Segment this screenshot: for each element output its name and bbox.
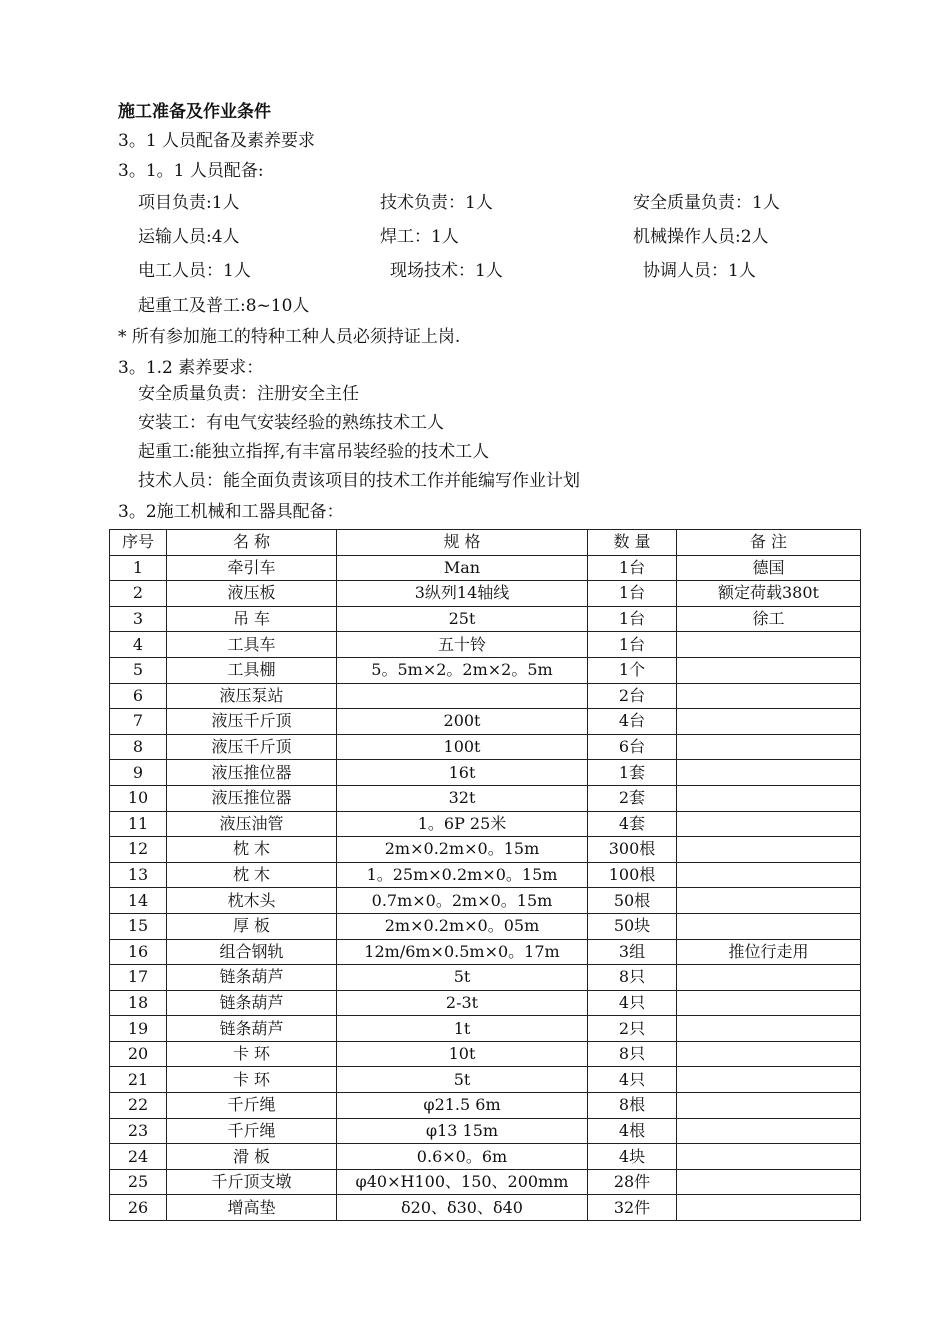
- requirement-item: 技术人员：能全面负责该项目的技术工作并能编写作业计划: [138, 471, 580, 491]
- cell-index: 17: [110, 965, 167, 991]
- cell-remarks: 德国: [677, 555, 861, 581]
- table-header-row: [110, 530, 861, 556]
- table-row: [110, 1067, 861, 1093]
- cell-quantity: 2套: [588, 785, 677, 811]
- cell-remarks: 徐工: [677, 606, 861, 632]
- table-row: [110, 990, 861, 1016]
- cell-quantity: 50块: [588, 913, 677, 939]
- header-name: 名 称: [167, 530, 337, 556]
- cell-index: 8: [110, 734, 167, 760]
- cell-name: 液压板: [167, 581, 337, 607]
- section-3-1-2-title: 3。1.2 素养要求：: [118, 358, 264, 378]
- cell-index: 6: [110, 683, 167, 709]
- cell-quantity: 28件: [588, 1169, 677, 1195]
- section-3-1-1-title: 3。1。1 人员配备:: [118, 161, 264, 181]
- cell-remarks: [677, 862, 861, 888]
- cell-remarks: [677, 734, 861, 760]
- cell-name: 厚 板: [167, 913, 337, 939]
- cell-name: 链条葫芦: [167, 965, 337, 991]
- cell-remarks: [677, 1118, 861, 1144]
- cell-quantity: 4台: [588, 709, 677, 735]
- table-row: [110, 1041, 861, 1067]
- equipment-table: [109, 529, 861, 1221]
- cell-spec: 2-3t: [337, 990, 588, 1016]
- cell-spec: 32t: [337, 785, 588, 811]
- cell-name: 链条葫芦: [167, 990, 337, 1016]
- table-row: [110, 1016, 861, 1042]
- cell-name: 千斤绳: [167, 1093, 337, 1119]
- cell-index: 10: [110, 785, 167, 811]
- cell-spec: 3纵列14轴线: [337, 581, 588, 607]
- cell-spec: φ40×H100、150、200mm: [337, 1169, 588, 1195]
- cell-index: 21: [110, 1067, 167, 1093]
- cell-quantity: 3组: [588, 939, 677, 965]
- section-heading: 施工准备及作业条件: [118, 102, 271, 122]
- cell-name: 增高垫: [167, 1195, 337, 1221]
- cell-index: 2: [110, 581, 167, 607]
- cell-name: 千斤顶支墩: [167, 1169, 337, 1195]
- cell-spec: Man: [337, 555, 588, 581]
- table-row: [110, 1118, 861, 1144]
- cell-spec: φ13 15m: [337, 1118, 588, 1144]
- cell-spec: 25t: [337, 606, 588, 632]
- cell-remarks: [677, 657, 861, 683]
- header-index: 序号: [110, 530, 167, 556]
- cell-quantity: 4套: [588, 811, 677, 837]
- cell-remarks: [677, 1041, 861, 1067]
- cell-index: 7: [110, 709, 167, 735]
- cell-name: 卡 环: [167, 1041, 337, 1067]
- cell-spec: 2m×0.2m×0。05m: [337, 913, 588, 939]
- cell-index: 1: [110, 555, 167, 581]
- cell-spec: 1。25m×0.2m×0。15m: [337, 862, 588, 888]
- cell-spec: δ20、δ30、δ40: [337, 1195, 588, 1221]
- cell-index: 23: [110, 1118, 167, 1144]
- cell-quantity: 8只: [588, 965, 677, 991]
- cell-name: 液压油管: [167, 811, 337, 837]
- cell-index: 13: [110, 862, 167, 888]
- cell-index: 11: [110, 811, 167, 837]
- table-row: [110, 632, 861, 658]
- cell-quantity: 1套: [588, 760, 677, 786]
- cell-index: 18: [110, 990, 167, 1016]
- cell-remarks: [677, 785, 861, 811]
- cell-index: 12: [110, 837, 167, 863]
- cell-remarks: [677, 632, 861, 658]
- staff-transport: 运输人员:4人: [138, 227, 240, 247]
- cell-quantity: 2只: [588, 1016, 677, 1042]
- table-row: [110, 837, 861, 863]
- section-3-1-title: 3。1 人员配备及素养要求: [118, 131, 316, 151]
- cell-spec: 10t: [337, 1041, 588, 1067]
- cell-index: 24: [110, 1144, 167, 1170]
- cell-index: 9: [110, 760, 167, 786]
- staff-electrician: 电工人员：1人: [138, 261, 251, 281]
- cell-remarks: [677, 760, 861, 786]
- staff-machine-operator: 机械操作人员:2人: [633, 227, 769, 247]
- table-row: [110, 862, 861, 888]
- table-row: [110, 913, 861, 939]
- cell-quantity: 300根: [588, 837, 677, 863]
- cell-name: 工具车: [167, 632, 337, 658]
- cell-index: 25: [110, 1169, 167, 1195]
- table-row: [110, 939, 861, 965]
- staff-project-lead: 项目负责:1人: [138, 193, 240, 213]
- cell-spec: 0.7m×0。2m×0。15m: [337, 888, 588, 914]
- cell-quantity: 32件: [588, 1195, 677, 1221]
- cell-remarks: [677, 1016, 861, 1042]
- section-3-2-title: 3。2施工机械和工器具配备：: [118, 502, 344, 522]
- cell-name: 牵引车: [167, 555, 337, 581]
- cell-spec: 0.6×0。6m: [337, 1144, 588, 1170]
- table-row: [110, 606, 861, 632]
- cell-spec: 16t: [337, 760, 588, 786]
- cell-index: 16: [110, 939, 167, 965]
- cell-spec: 1。6P 25米: [337, 811, 588, 837]
- table-row: [110, 1195, 861, 1221]
- cell-name: 吊 车: [167, 606, 337, 632]
- cell-quantity: 4根: [588, 1118, 677, 1144]
- cell-remarks: [677, 709, 861, 735]
- requirement-item: 起重工:能独立指挥,有丰富吊装经验的技术工人: [138, 442, 490, 462]
- table-row: [110, 785, 861, 811]
- cell-remarks: [677, 1169, 861, 1195]
- cell-index: 19: [110, 1016, 167, 1042]
- staff-safety-lead: 安全质量负责：1人: [633, 193, 780, 213]
- table-row: [110, 1169, 861, 1195]
- cell-name: 链条葫芦: [167, 1016, 337, 1042]
- cell-quantity: 4只: [588, 1067, 677, 1093]
- cell-remarks: [677, 1067, 861, 1093]
- cell-quantity: 2台: [588, 683, 677, 709]
- cell-index: 20: [110, 1041, 167, 1067]
- cell-name: 枕 木: [167, 862, 337, 888]
- cell-remarks: [677, 1093, 861, 1119]
- cell-remarks: 额定荷载380t: [677, 581, 861, 607]
- cell-remarks: [677, 1144, 861, 1170]
- cell-spec: 2m×0.2m×0。15m: [337, 837, 588, 863]
- cell-quantity: 4块: [588, 1144, 677, 1170]
- cell-index: 26: [110, 1195, 167, 1221]
- table-row: [110, 581, 861, 607]
- header-spec: 规 格: [337, 530, 588, 556]
- cell-name: 滑 板: [167, 1144, 337, 1170]
- cell-quantity: 100根: [588, 862, 677, 888]
- requirement-item: 安装工：有电气安装经验的熟练技术工人: [138, 413, 444, 433]
- cell-quantity: 1台: [588, 581, 677, 607]
- cell-spec: 5t: [337, 965, 588, 991]
- table-row: [110, 1093, 861, 1119]
- cell-name: 液压泵站: [167, 683, 337, 709]
- cell-remarks: 推位行走用: [677, 939, 861, 965]
- cell-index: 4: [110, 632, 167, 658]
- cell-index: 5: [110, 657, 167, 683]
- table-row: [110, 734, 861, 760]
- table-row: [110, 965, 861, 991]
- cell-name: 液压千斤顶: [167, 734, 337, 760]
- cell-index: 14: [110, 888, 167, 914]
- cell-quantity: 4只: [588, 990, 677, 1016]
- header-remarks: 备 注: [677, 530, 861, 556]
- cell-quantity: 1台: [588, 555, 677, 581]
- table-row: [110, 760, 861, 786]
- header-quantity: 数 量: [588, 530, 677, 556]
- staff-welder: 焊工：1人: [380, 227, 459, 247]
- cell-remarks: [677, 888, 861, 914]
- cell-name: 液压千斤顶: [167, 709, 337, 735]
- cell-spec: 五十铃: [337, 632, 588, 658]
- cell-name: 组合钢轨: [167, 939, 337, 965]
- cell-name: 枕 木: [167, 837, 337, 863]
- table-row: [110, 888, 861, 914]
- cell-remarks: [677, 683, 861, 709]
- cell-name: 枕木头: [167, 888, 337, 914]
- cell-name: 液压推位器: [167, 760, 337, 786]
- cell-quantity: 6台: [588, 734, 677, 760]
- cell-spec: [337, 683, 588, 709]
- cell-quantity: 1台: [588, 632, 677, 658]
- table-row: [110, 683, 861, 709]
- staff-coordinator: 协调人员：1人: [643, 261, 756, 281]
- cell-spec: 5。5m×2。2m×2。5m: [337, 657, 588, 683]
- cell-index: 15: [110, 913, 167, 939]
- cell-remarks: [677, 965, 861, 991]
- cell-spec: 100t: [337, 734, 588, 760]
- table-row: [110, 657, 861, 683]
- cell-name: 千斤绳: [167, 1118, 337, 1144]
- cell-name: 液压推位器: [167, 785, 337, 811]
- cell-remarks: [677, 837, 861, 863]
- cell-name: 卡 环: [167, 1067, 337, 1093]
- table-row: [110, 1144, 861, 1170]
- cell-index: 22: [110, 1093, 167, 1119]
- table-row: [110, 709, 861, 735]
- cell-name: 工具棚: [167, 657, 337, 683]
- cell-remarks: [677, 811, 861, 837]
- cell-remarks: [677, 1195, 861, 1221]
- cell-quantity: 8根: [588, 1093, 677, 1119]
- cell-spec: 12m/6m×0.5m×0。17m: [337, 939, 588, 965]
- cell-remarks: [677, 990, 861, 1016]
- staff-tech-lead: 技术负责：1人: [380, 193, 493, 213]
- table-row: [110, 811, 861, 837]
- certification-note: * 所有参加施工的特种工种人员必须持证上岗.: [118, 327, 461, 347]
- cell-quantity: 1台: [588, 606, 677, 632]
- cell-quantity: 50根: [588, 888, 677, 914]
- staff-onsite-tech: 现场技术：1人: [390, 261, 503, 281]
- cell-spec: 1t: [337, 1016, 588, 1042]
- table-body: [110, 555, 861, 1220]
- table-row: [110, 555, 861, 581]
- cell-remarks: [677, 913, 861, 939]
- cell-spec: 5t: [337, 1067, 588, 1093]
- staff-rigger: 起重工及普工:8~10人: [138, 296, 310, 316]
- cell-index: 3: [110, 606, 167, 632]
- cell-quantity: 8只: [588, 1041, 677, 1067]
- cell-spec: φ21.5 6m: [337, 1093, 588, 1119]
- cell-spec: 200t: [337, 709, 588, 735]
- cell-quantity: 1个: [588, 657, 677, 683]
- requirement-item: 安全质量负责：注册安全主任: [138, 384, 359, 404]
